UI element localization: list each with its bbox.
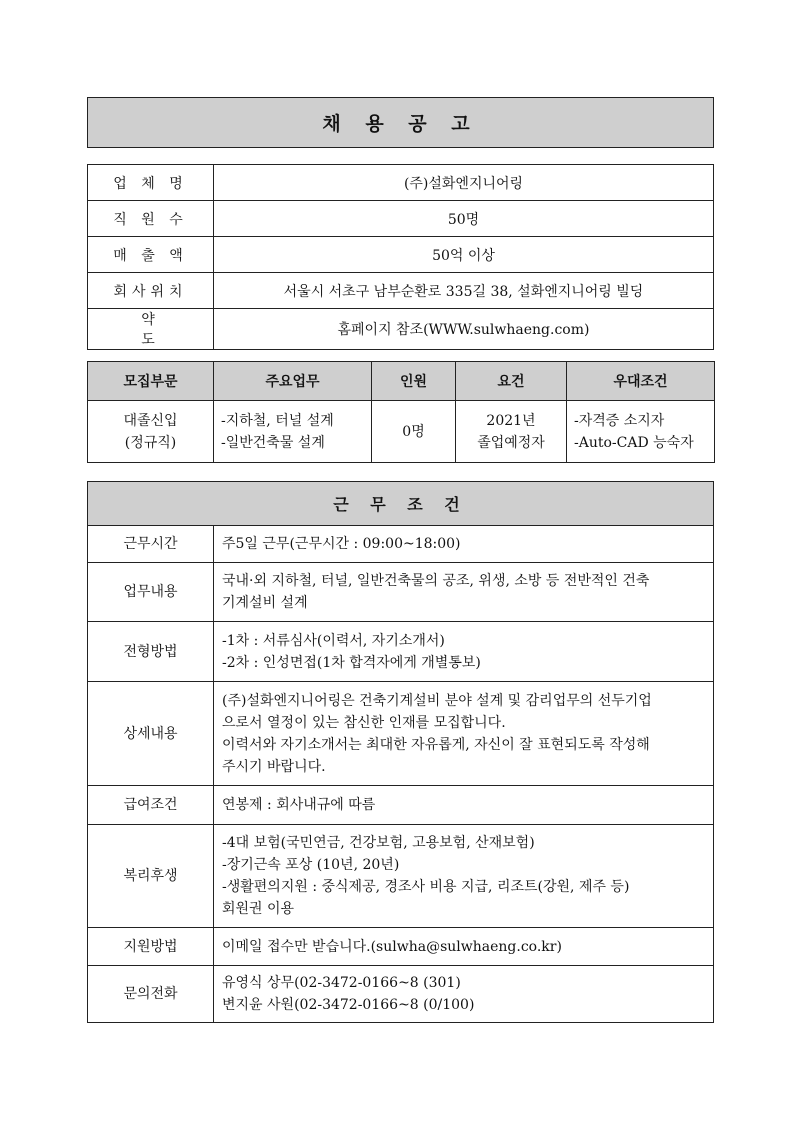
requirements-cell <box>456 401 567 463</box>
benefits-value <box>214 825 714 928</box>
selection-line: -1차 : 서류심사(이력서, 자기소개서) <box>222 632 445 649</box>
recruitment-table <box>87 361 715 463</box>
benefits-line: -생활편의지원 : 중식제공, 경조사 비용 지급, 리조트(강원, 제주 등) <box>222 879 630 895</box>
revenue-value: 50억 이상 <box>214 237 714 273</box>
dept-line: (정규직) <box>124 434 177 451</box>
table-row <box>88 201 714 237</box>
conditions-title: 근 무 조 건 <box>87 481 714 525</box>
table-row <box>88 237 714 273</box>
benefits-label: 복리후생 <box>88 825 214 928</box>
work-content-value <box>214 563 714 622</box>
salary-value <box>214 786 714 825</box>
header-dept: 모집부문 <box>88 362 214 401</box>
table-row <box>88 682 714 786</box>
company-name-value: (주)설화엔지니어링 <box>214 165 714 201</box>
details-label: 상세내용 <box>88 682 214 786</box>
salary-label: 급여조건 <box>88 786 214 825</box>
conditions-table <box>87 525 714 1023</box>
page-title: 채 용 공 고 <box>87 97 714 148</box>
work-content-label: 업무내용 <box>88 563 214 622</box>
count-cell: 0명 <box>372 401 456 463</box>
work-content-line: 국내·외 지하철, 터널, 일반건축물의 공조, 위생, 소방 등 전반적인 건축 <box>222 573 650 589</box>
duty-line: -일반건축물 설계 <box>221 434 325 451</box>
header-duties: 주요업무 <box>214 362 372 401</box>
requirement-line: 졸업예정자 <box>477 434 545 451</box>
location-value: 서울시 서초구 남부순환로 335길 38, 설화엔지니어링 빌딩 <box>214 273 714 309</box>
benefits-line: -4대 보험(국민연금, 건강보험, 고용보험, 산재보험) <box>222 835 535 851</box>
table-row <box>88 825 714 928</box>
table-row <box>88 966 714 1023</box>
preferred-cell <box>567 401 715 463</box>
apply-method-line: 이메일 접수만 받습니다.(sulwha@sulwhaeng.co.kr) <box>222 938 562 955</box>
table-row <box>88 786 714 825</box>
contact-label: 문의전화 <box>88 966 214 1023</box>
header-count: 인원 <box>372 362 456 401</box>
table-row <box>88 401 715 463</box>
dept-line: 대졸신입 <box>123 412 178 429</box>
details-line: 이력서와 자기소개서는 최대한 자유롭게, 자신이 잘 표현되도록 작성해 <box>222 736 650 753</box>
salary-line: 연봉제 : 회사내규에 따름 <box>222 797 376 813</box>
benefits-line: -장기근속 포상 (10년, 20년) <box>222 857 400 873</box>
table-row <box>88 165 714 201</box>
preferred-line: -자격증 소지자 <box>574 412 665 429</box>
contact-value <box>214 966 714 1023</box>
company-info-table <box>87 164 714 350</box>
header-requirements: 요건 <box>456 362 567 401</box>
selection-label: 전형방법 <box>88 622 214 682</box>
dept-cell <box>88 401 214 463</box>
header-preferred: 우대조건 <box>567 362 715 401</box>
hours-value <box>214 526 714 563</box>
table-row <box>88 622 714 682</box>
preferred-line: -Auto-CAD 능숙자 <box>574 434 694 451</box>
selection-value <box>214 622 714 682</box>
employees-value: 50명 <box>214 201 714 237</box>
table-header-row <box>88 362 715 401</box>
location-label: 회사위치 <box>88 273 214 309</box>
revenue-label: 매 출 액 <box>88 237 214 273</box>
details-line: 주시기 바랍니다. <box>222 758 326 775</box>
employees-label: 직 원 수 <box>88 201 214 237</box>
details-line: 으로서 열정이 있는 참신한 인재를 모집합니다. <box>222 714 506 731</box>
map-label: 약 도 <box>88 309 214 350</box>
details-value <box>214 682 714 786</box>
benefits-line: 회원권 이용 <box>222 901 295 917</box>
table-row <box>88 309 714 350</box>
table-row <box>88 928 714 966</box>
work-content-line: 기계설비 설계 <box>222 595 308 611</box>
hours-label: 근무시간 <box>88 526 214 563</box>
duties-cell <box>214 401 372 463</box>
contact-line: 유영식 상무(02-3472-0166~8 (301) <box>222 975 461 991</box>
map-value: 홈페이지 참조(WWW.sulwhaeng.com) <box>214 309 714 350</box>
table-row <box>88 273 714 309</box>
requirement-line: 2021년 <box>486 412 536 429</box>
table-row <box>88 526 714 563</box>
table-row <box>88 563 714 622</box>
duty-line: -지하철, 터널 설계 <box>221 412 334 429</box>
apply-method-label: 지원방법 <box>88 928 214 966</box>
contact-line: 변지윤 사원(02-3472-0166~8 (0/100) <box>222 997 475 1013</box>
apply-method-value <box>214 928 714 966</box>
selection-line: -2차 : 인성면접(1차 합격자에게 개별통보) <box>222 654 481 671</box>
hours-line: 주5일 근무(근무시간 : 09:00~18:00) <box>222 536 461 552</box>
details-line: (주)설화엔지니어링은 건축기계설비 분야 설계 및 감리업무의 선두기업 <box>222 692 652 709</box>
company-name-label: 업 체 명 <box>88 165 214 201</box>
